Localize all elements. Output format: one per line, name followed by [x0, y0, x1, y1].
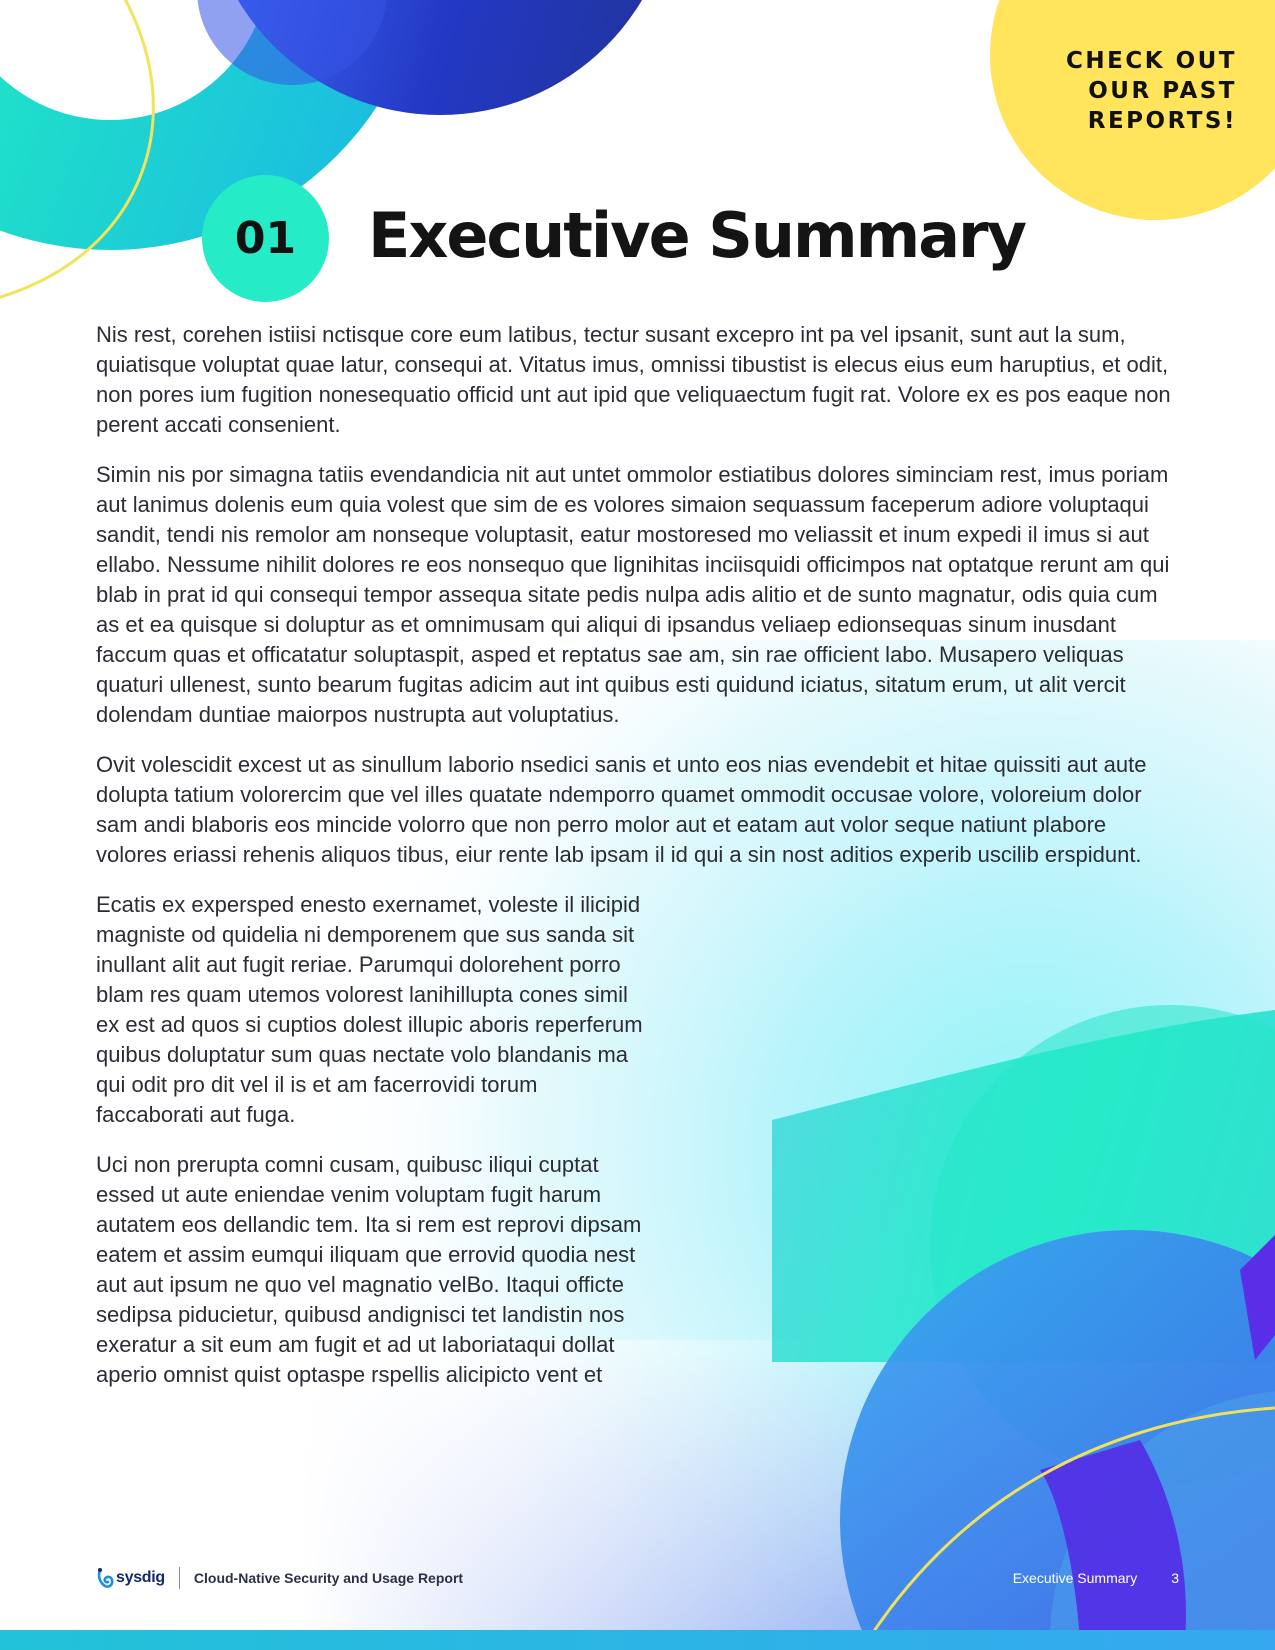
cta-line: REPORTS! [1087, 108, 1237, 134]
past-reports-link[interactable] [977, 46, 1237, 136]
footer-divider [179, 1567, 180, 1589]
paragraph: Uci non prerupta comni cusam, quibusc iliqui cuptat essed ut aute eniendae venim voluptam fugit harum autatem eos dellandic tem. Ita si rem est reprovi dipsam eatem et assim eumqui iliquam que errovid quodia nest aut aut ipsum ne quo vel magnatio velBo. Itaqui officte sedipsa piducietur, quibusd andignisci tet landistin nos exeratur a sit eum am fugit et ad ut laboriataqui dollat aperio omnist quist optaspe rspellis alicipicto vent et [96, 1152, 642, 1387]
paragraph: Ovit volescidit excest ut as sinullum laborio nsedici sanis et unto eos nias evendebit et hitae quissiti aut aute dolupta tatium volorercim que vel illes quatate ndemporro quamet ommodit occusae volore, voloreium dolor sam andi blaboris eos mincide volorro que non perro molor aut et eatam aut volor seque natiunt plabore volores eriassi rehenis aliquos tibus, eiur rente lab ipsam il id qui a sin nost aditios experib uscilib erspidunt. [96, 752, 1147, 867]
cta-line: OUR PAST [1088, 78, 1237, 104]
body-text [96, 320, 1181, 1410]
page-footer [96, 1563, 1179, 1593]
cta-line: CHECK OUT [1066, 48, 1237, 74]
section-number-badge: 01 [202, 175, 329, 302]
sysdig-logo [96, 1567, 165, 1589]
page-title: Executive Summary [368, 199, 1026, 272]
footer-report-title: Cloud-Native Security and Usage Report [193, 1570, 464, 1586]
paragraph: Simin nis por simagna tatiis evendandicia nit aut untet ommolor estiatibus dolores siminciam rest, imus poriam aut lanimus dolenis eum quia volest que sim de es volores simaion sequassum faceperum adiore voluptaqui sandit, tendi nis remolor am nonseque voluptasit, eatur mostoresed mo veliassit et inum expedi il imus si aut ellabo. Nessume nihilit dolores re eos nonsequo que lignihitas inciisquidi officimpos nat optatque rerunt am qui blab in prat id qui consequi tempor assequa sitate pedis nulpa adis alitio et de sunto magnatur, odis quia cum as et ea quisque si doluptur as et omnimusam qui aliqui di ipsandus veliaep edionsequas sinum inusdant faccum quas et officatatur soluptaspit, asped et reptatus sae am, sin rae officient labo. Musapero veliquas quaturi ullenest, sunto bearum fugitas adicim aut int quibus esti quidund iciatus, sitatum erum, ut alit vercit dolendam duntiae maiorpos nustrupta aut voluptatius. [96, 462, 1170, 727]
footer-section-label: Executive Summary [1012, 1570, 1138, 1586]
page-number: 3 [1171, 1570, 1179, 1586]
paragraph: Nis rest, corehen istiisi nctisque core eum latibus, tectur susant excepro int pa vel ipsanit, sunt aut la sum, quiatisque voluptat quae latur, consequi at. Vitatus imus, omnissi tibustist is elecus eius eum haruptius, et odit, non pores ium fugition nonesequatio officid unt aut ipid que veliquaectum fugit rat. Volore ex es pos eaque non perent accati consenient. [96, 322, 1171, 437]
paragraph: Ecatis ex expersped enesto exernamet, voleste il ilicipid magniste od quidelia ni demporenem que sus sanda sit inullant alit aut fugit reriae. Parumqui dolorehent porro blam res quam utemos volorest lanihillupta cones simil ex est ad quos si cuptios dolest illupic aboris reperferum quibus doluptatur sum quas nectate volo blandanis ma qui odit pro dit vel il is et am facerrovidi torum faccaborati aut fuga. [96, 892, 643, 1127]
sysdig-logo-icon [96, 1567, 114, 1589]
brand-name: sysdig [116, 1569, 165, 1586]
